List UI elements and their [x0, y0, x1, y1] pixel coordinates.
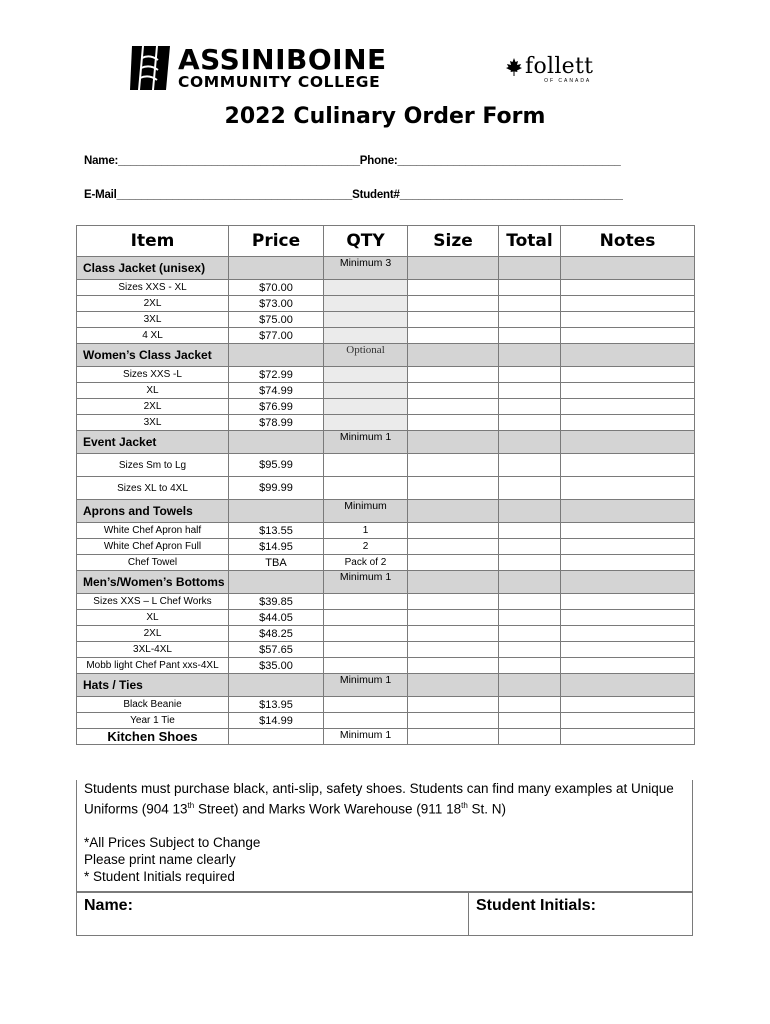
qty-cell[interactable] — [324, 312, 408, 328]
notes-cell[interactable] — [561, 312, 695, 328]
notes-cell[interactable] — [561, 594, 695, 610]
category-price-cell — [229, 729, 324, 745]
table-row — [77, 383, 695, 399]
item-price: $48.25 — [229, 626, 324, 642]
table-row — [77, 328, 695, 344]
total-cell[interactable] — [499, 539, 561, 555]
total-cell[interactable] — [499, 642, 561, 658]
qty-cell[interactable] — [324, 383, 408, 399]
item-name: White Chef Apron half — [77, 523, 229, 539]
col-header-qty: QTY — [324, 226, 408, 257]
size-cell[interactable] — [408, 610, 499, 626]
size-cell[interactable] — [408, 367, 499, 383]
total-cell[interactable] — [499, 555, 561, 571]
category-row — [77, 431, 695, 454]
qty-cell[interactable] — [324, 713, 408, 729]
size-cell[interactable] — [408, 594, 499, 610]
category-total-cell — [499, 674, 561, 697]
item-name: 2XL — [77, 296, 229, 312]
total-cell[interactable] — [499, 328, 561, 344]
size-cell[interactable] — [408, 280, 499, 296]
size-cell[interactable] — [408, 477, 499, 500]
item-price: $14.99 — [229, 713, 324, 729]
item-price: $78.99 — [229, 415, 324, 431]
name-signature-field[interactable] — [77, 893, 469, 935]
table-row — [77, 697, 695, 713]
item-price: $14.95 — [229, 539, 324, 555]
notes-cell[interactable] — [561, 454, 695, 477]
item-name: Black Beanie — [77, 697, 229, 713]
qty-cell[interactable] — [324, 658, 408, 674]
category-label: Class Jacket (unisex) — [77, 257, 229, 280]
category-total-cell — [499, 729, 561, 745]
col-header-total: Total — [499, 226, 561, 257]
category-label: Men’s/Women’s Bottoms — [77, 571, 229, 594]
total-cell[interactable] — [499, 399, 561, 415]
item-price: TBA — [229, 555, 324, 571]
size-cell[interactable] — [408, 454, 499, 477]
item-price: $95.99 — [229, 454, 324, 477]
category-label: Women’s Class Jacket — [77, 344, 229, 367]
qty-cell[interactable]: 2 — [324, 539, 408, 555]
size-cell[interactable] — [408, 415, 499, 431]
table-row — [77, 642, 695, 658]
student-initials-label: Student Initials: — [476, 897, 596, 914]
item-price: $75.00 — [229, 312, 324, 328]
notes-cell[interactable] — [561, 477, 695, 500]
category-row — [77, 674, 695, 697]
instructions-line: Students must purchase black, anti-slip, safety shoes. Students can find many examples at Unique — [84, 781, 674, 796]
qty-note: Minimum 3 — [324, 257, 408, 280]
category-label: Kitchen Shoes — [77, 729, 229, 745]
table-row — [77, 610, 695, 626]
col-header-notes: Notes — [561, 226, 695, 257]
category-row — [77, 571, 695, 594]
item-name: 3XL — [77, 312, 229, 328]
qty-cell[interactable] — [324, 399, 408, 415]
table-row — [77, 454, 695, 477]
total-cell[interactable] — [499, 312, 561, 328]
size-cell[interactable] — [408, 399, 499, 415]
qty-note: Minimum 1 — [324, 674, 408, 697]
order-table — [76, 225, 695, 745]
category-total-cell — [499, 257, 561, 280]
notes-cell[interactable] — [561, 296, 695, 312]
qty-note: Optional — [324, 344, 408, 367]
student-initials-field[interactable] — [469, 893, 692, 935]
category-notes-cell — [561, 431, 695, 454]
total-cell[interactable] — [499, 454, 561, 477]
notes-cell[interactable] — [561, 280, 695, 296]
size-cell[interactable] — [408, 642, 499, 658]
spacer — [84, 818, 692, 834]
print-name-notice: Please print name clearly — [84, 851, 236, 867]
notes-cell[interactable] — [561, 555, 695, 571]
total-cell[interactable] — [499, 658, 561, 674]
col-header-size: Size — [408, 226, 499, 257]
qty-cell[interactable] — [324, 367, 408, 383]
category-row — [77, 500, 695, 523]
size-cell[interactable] — [408, 328, 499, 344]
qty-note: Minimum 1 — [324, 431, 408, 454]
assiniboine-logo — [128, 44, 387, 92]
table-row — [77, 280, 695, 296]
category-size-cell — [408, 344, 499, 367]
item-price: $76.99 — [229, 399, 324, 415]
total-cell[interactable] — [499, 280, 561, 296]
category-total-cell — [499, 431, 561, 454]
notes-cell[interactable] — [561, 539, 695, 555]
superscript: th — [187, 801, 195, 810]
category-price-cell — [229, 674, 324, 697]
total-cell[interactable] — [499, 697, 561, 713]
table-row — [77, 399, 695, 415]
table-row — [77, 312, 695, 328]
qty-cell[interactable] — [324, 477, 408, 500]
qty-note: Minimum 1 — [324, 571, 408, 594]
col-header-item: Item — [77, 226, 229, 257]
total-cell[interactable] — [499, 713, 561, 729]
size-cell[interactable] — [408, 312, 499, 328]
qty-note: Minimum 1 — [324, 729, 408, 745]
category-row — [77, 257, 695, 280]
category-price-cell — [229, 500, 324, 523]
total-cell[interactable] — [499, 296, 561, 312]
item-name: 3XL-4XL — [77, 642, 229, 658]
kitchen-shoes-row — [77, 729, 695, 745]
item-name: Sizes XXS - XL — [77, 280, 229, 296]
notes-cell[interactable] — [561, 610, 695, 626]
qty-cell[interactable]: 1 — [324, 523, 408, 539]
notes-cell[interactable] — [561, 523, 695, 539]
superscript: th — [461, 801, 468, 810]
notes-cell[interactable] — [561, 367, 695, 383]
total-cell[interactable] — [499, 626, 561, 642]
instructions-text: Street) and Marks Work Warehouse (911 18 — [194, 801, 462, 817]
item-price: $99.99 — [229, 477, 324, 500]
item-name: XL — [77, 610, 229, 626]
size-cell[interactable] — [408, 539, 499, 555]
category-price-cell — [229, 431, 324, 454]
category-price-cell — [229, 257, 324, 280]
total-cell[interactable] — [499, 383, 561, 399]
table-row — [77, 594, 695, 610]
table-row — [77, 539, 695, 555]
size-cell[interactable] — [408, 296, 499, 312]
total-cell[interactable] — [499, 477, 561, 500]
table-row — [77, 296, 695, 312]
notes-cell[interactable] — [561, 642, 695, 658]
name-label: Name: — [84, 897, 133, 914]
item-price: $44.05 — [229, 610, 324, 626]
notes-cell[interactable] — [561, 415, 695, 431]
size-cell[interactable] — [408, 555, 499, 571]
item-price: $77.00 — [229, 328, 324, 344]
category-notes-cell — [561, 500, 695, 523]
category-price-cell — [229, 344, 324, 367]
item-price: $70.00 — [229, 280, 324, 296]
qty-cell[interactable] — [324, 280, 408, 296]
category-notes-cell — [561, 674, 695, 697]
item-name: Sizes Sm to Lg — [77, 454, 229, 477]
notes-cell[interactable] — [561, 626, 695, 642]
table-row — [77, 367, 695, 383]
email-student-field-line[interactable]: E-Mail______________________________________Student#____________________________________ — [84, 189, 623, 201]
follett-logo — [504, 54, 593, 84]
notes-cell[interactable] — [561, 328, 695, 344]
qty-cell[interactable] — [324, 328, 408, 344]
item-name: 4 XL — [77, 328, 229, 344]
category-size-cell — [408, 500, 499, 523]
total-cell[interactable] — [499, 523, 561, 539]
instructions-line — [84, 797, 692, 818]
item-price: $35.00 — [229, 658, 324, 674]
category-size-cell — [408, 729, 499, 745]
notes-cell[interactable] — [561, 658, 695, 674]
category-notes-cell — [561, 729, 695, 745]
size-cell[interactable] — [408, 383, 499, 399]
item-price: $39.85 — [229, 594, 324, 610]
total-cell[interactable] — [499, 594, 561, 610]
item-name: Mobb light Chef Pant xxs-4XL — [77, 658, 229, 674]
qty-cell[interactable] — [324, 454, 408, 477]
category-total-cell — [499, 500, 561, 523]
item-name: White Chef Apron Full — [77, 539, 229, 555]
follett-wordmark: follett — [525, 54, 594, 79]
acc-flame-logo-icon — [128, 44, 172, 92]
table-row — [77, 626, 695, 642]
qty-cell[interactable]: Pack of 2 — [324, 555, 408, 571]
table-row — [77, 477, 695, 500]
qty-cell[interactable] — [324, 642, 408, 658]
qty-cell[interactable] — [324, 415, 408, 431]
table-row — [77, 415, 695, 431]
total-cell[interactable] — [499, 367, 561, 383]
size-cell[interactable] — [408, 713, 499, 729]
qty-cell[interactable] — [324, 296, 408, 312]
size-cell[interactable] — [408, 658, 499, 674]
page-title: 2022 Culinary Order Form — [224, 104, 546, 129]
qty-cell[interactable] — [324, 594, 408, 610]
instructions-box — [76, 780, 693, 892]
category-size-cell — [408, 257, 499, 280]
qty-note: Minimum — [324, 500, 408, 523]
notes-cell[interactable] — [561, 713, 695, 729]
instructions-text: St. N) — [467, 801, 507, 817]
item-name: 2XL — [77, 626, 229, 642]
notes-cell[interactable] — [561, 697, 695, 713]
initials-notice: * Student Initials required — [84, 868, 235, 884]
category-notes-cell — [561, 571, 695, 594]
category-size-cell — [408, 674, 499, 697]
category-size-cell — [408, 571, 499, 594]
item-price: $74.99 — [229, 383, 324, 399]
category-notes-cell — [561, 344, 695, 367]
item-price: $13.95 — [229, 697, 324, 713]
item-price: $72.99 — [229, 367, 324, 383]
name-phone-field-line[interactable]: Name:_______________________________________Phone:____________________________________ — [84, 155, 621, 167]
item-name: 3XL — [77, 415, 229, 431]
item-name: Sizes XL to 4XL — [77, 477, 229, 500]
category-total-cell — [499, 571, 561, 594]
item-name: Chef Towel — [77, 555, 229, 571]
follett-subtitle: OF CANADA — [544, 78, 592, 84]
signature-box — [76, 892, 693, 936]
total-cell[interactable] — [499, 610, 561, 626]
category-price-cell — [229, 571, 324, 594]
item-name: Sizes XXS -L — [77, 367, 229, 383]
size-cell[interactable] — [408, 523, 499, 539]
maple-leaf-icon — [504, 57, 524, 77]
category-label: Event Jacket — [77, 431, 229, 454]
notes-cell[interactable] — [561, 399, 695, 415]
college-name-line1: ASSINIBOINE — [178, 42, 387, 76]
qty-cell[interactable] — [324, 697, 408, 713]
instructions-text: Uniforms (904 13 — [84, 801, 188, 817]
table-row — [77, 713, 695, 729]
item-name: Sizes XXS – L Chef Works — [77, 594, 229, 610]
qty-cell[interactable] — [324, 610, 408, 626]
item-name: 2XL — [77, 399, 229, 415]
total-cell[interactable] — [499, 415, 561, 431]
table-row — [77, 555, 695, 571]
table-row — [77, 658, 695, 674]
category-label: Hats / Ties — [77, 674, 229, 697]
size-cell[interactable] — [408, 626, 499, 642]
category-total-cell — [499, 344, 561, 367]
table-row — [77, 523, 695, 539]
category-row — [77, 344, 695, 367]
notes-cell[interactable] — [561, 383, 695, 399]
item-price: $13.55 — [229, 523, 324, 539]
col-header-price: Price — [229, 226, 324, 257]
item-name: XL — [77, 383, 229, 399]
item-price: $57.65 — [229, 642, 324, 658]
table-header-row — [77, 226, 695, 257]
category-notes-cell — [561, 257, 695, 280]
qty-cell[interactable] — [324, 626, 408, 642]
item-name: Year 1 Tie — [77, 713, 229, 729]
item-price: $73.00 — [229, 296, 324, 312]
category-label: Aprons and Towels — [77, 500, 229, 523]
size-cell[interactable] — [408, 697, 499, 713]
college-name-line2: COMMUNITY COLLEGE — [178, 72, 381, 91]
price-notice: *All Prices Subject to Change — [84, 834, 261, 850]
category-size-cell — [408, 431, 499, 454]
